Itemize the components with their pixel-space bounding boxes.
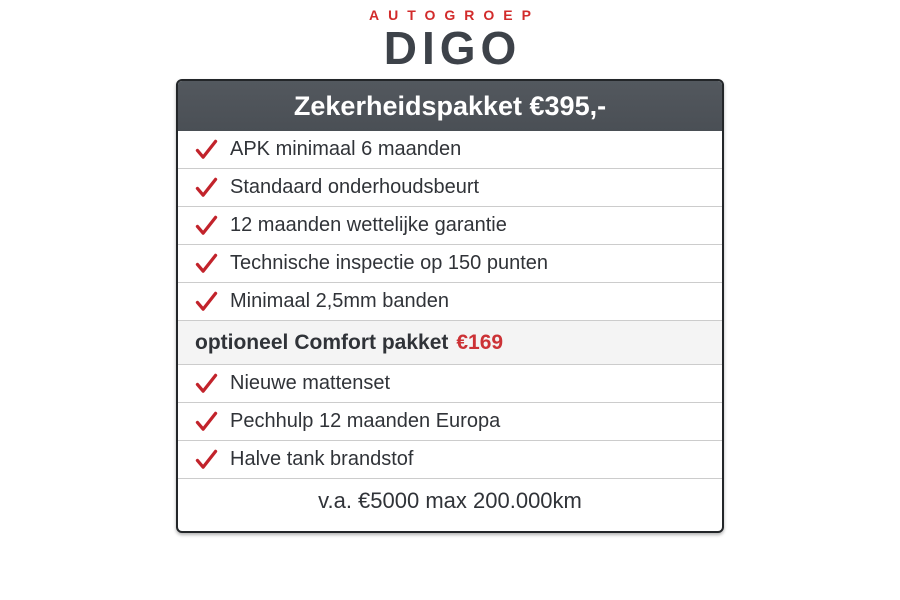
package-title: Zekerheidspakket €395,-: [178, 81, 722, 131]
list-item-label: 12 maanden wettelijke garantie: [230, 214, 507, 236]
list-item-label: Nieuwe mattenset: [230, 372, 391, 394]
included-items-list: [178, 131, 722, 321]
check-icon: [195, 291, 218, 312]
optional-prefix-label: optioneel: [195, 330, 289, 354]
list-item-label: Technische inspectie op 150 punten: [230, 252, 549, 274]
list-item-label: Pechhulp 12 maanden Europa: [230, 410, 501, 432]
list-item-label: Minimaal 2,5mm banden: [230, 290, 449, 312]
list-item: [178, 207, 722, 245]
optional-package-header: [178, 321, 722, 365]
package-card: [176, 79, 724, 533]
logo-autogroep-text: AUTOGROEP: [369, 7, 540, 23]
list-item: [178, 131, 722, 169]
check-icon: [195, 139, 218, 160]
check-icon: [195, 411, 218, 432]
logo-digo-text: DIGO: [383, 22, 522, 74]
check-icon: [195, 253, 218, 274]
list-item: [178, 283, 722, 321]
list-item: [178, 403, 722, 441]
optional-items-list: [178, 365, 722, 479]
list-item: [178, 365, 722, 403]
check-icon: [195, 373, 218, 394]
optional-package-name: Comfort pakket: [294, 330, 449, 354]
check-icon: [195, 177, 218, 198]
price-condition-note: v.a. €5000 max 200.000km: [178, 479, 722, 523]
check-icon: [195, 449, 218, 470]
list-item: [178, 441, 722, 479]
dealer-logo: [0, 7, 900, 74]
list-item-label: Halve tank brandstof: [230, 448, 414, 470]
list-item: [178, 245, 722, 283]
check-icon: [195, 215, 218, 236]
list-item-label: APK minimaal 6 maanden: [230, 138, 462, 160]
list-item-label: Standaard onderhoudsbeurt: [230, 176, 480, 198]
list-item: [178, 169, 722, 207]
optional-package-price: €169: [456, 330, 504, 354]
